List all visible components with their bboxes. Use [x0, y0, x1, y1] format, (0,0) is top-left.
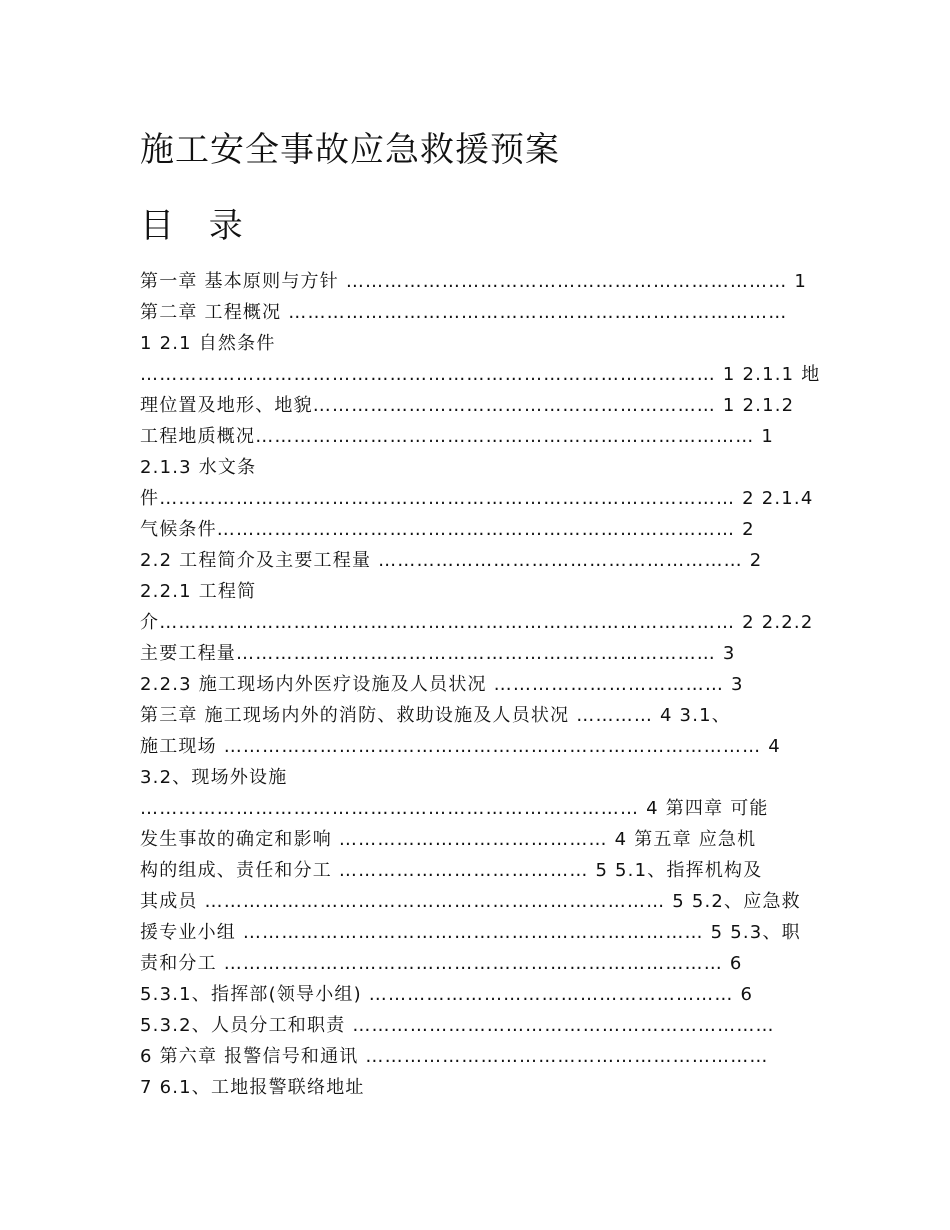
toc-line: 6 第六章 报警信号和通讯 ………………………………………………………	[140, 1046, 769, 1067]
toc-line: 援专业小组 ……………………………………………………………… 5 5.3、职	[140, 922, 801, 943]
toc-heading: 目 录	[140, 206, 255, 246]
toc-line: 构的组成、责任和分工 ………………………………… 5 5.1、指挥机构及	[140, 860, 763, 881]
toc-line: …………………………………………………………………… 4 第四章 可能	[140, 798, 769, 819]
toc-line: 第三章 施工现场内外的消防、救助设施及人员状况 ………… 4 3.1、	[140, 705, 731, 726]
toc-line: 理位置及地形、地貌……………………………………………………… 1 2.1.2	[140, 395, 795, 416]
toc-line: 2.2 工程简介及主要工程量 ………………………………………………… 2	[140, 550, 763, 571]
toc-line: 3.2、现场外设施	[140, 767, 288, 788]
toc-line: 2.1.3 水文条	[140, 457, 257, 478]
toc-line: 5.3.2、人员分工和职责 …………………………………………………………	[140, 1015, 775, 1036]
document-title: 施工安全事故应急救援预案	[140, 130, 560, 170]
toc-line: 2.2.3 施工现场内外医疗设施及人员状况 ……………………………… 3	[140, 674, 744, 695]
toc-line: 主要工程量………………………………………………………………… 3	[140, 643, 736, 664]
toc-line: 发生事故的确定和影响 …………………………………… 4 第五章 应急机	[140, 829, 757, 850]
toc-line: 其成员 ……………………………………………………………… 5 5.2、应急救	[140, 891, 801, 912]
toc-line: 第一章 基本原则与方针 …………………………………………………………… 1	[140, 271, 808, 292]
toc-line: 5.3.1、指挥部(领导小组) ………………………………………………… 6	[140, 984, 754, 1005]
toc-line: 介……………………………………………………………………………… 2 2.2.2	[140, 612, 814, 633]
toc-line: 1 2.1 自然条件	[140, 333, 276, 354]
toc-line: 责和分工 …………………………………………………………………… 6	[140, 953, 743, 974]
toc-line: ……………………………………………………………………………… 1 2.1.1 地	[140, 364, 820, 385]
toc-line: 第二章 工程概况 ……………………………………………………………………	[140, 302, 788, 323]
toc-line: 工程地质概况…………………………………………………………………… 1	[140, 426, 774, 447]
table-of-contents	[140, 266, 820, 1103]
toc-line: 7 6.1、工地报警联络地址	[140, 1077, 365, 1098]
toc-line: 气候条件……………………………………………………………………… 2	[140, 519, 755, 540]
toc-line: 2.2.1 工程简	[140, 581, 257, 602]
toc-line: 施工现场 ………………………………………………………………………… 4	[140, 736, 781, 757]
toc-line: 件……………………………………………………………………………… 2 2.1.4	[140, 488, 814, 509]
